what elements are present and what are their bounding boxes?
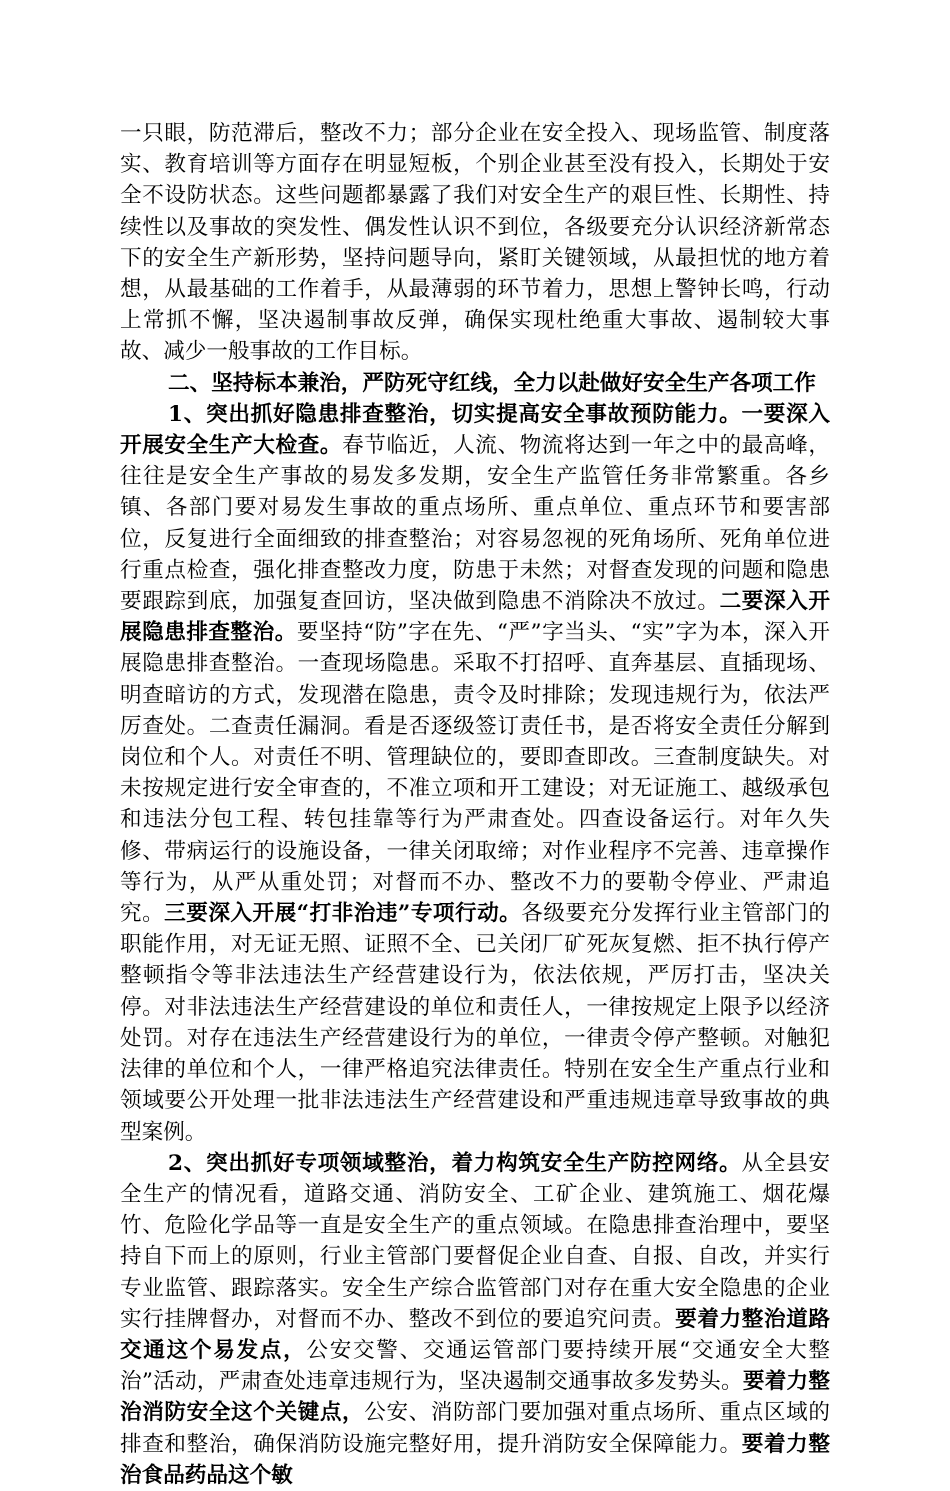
bold-lead-text: 要着力整治消防安全这个关键点， <box>120 1369 830 1426</box>
bold-lead-text: 1、突出抓好隐患排查整治，切实提高安全事故预防能力。一要深入开展安全生产大检查。 <box>120 401 830 459</box>
paragraph-special-fields <box>120 1148 830 1491</box>
bold-lead-text: 三要深入开展“打非治违”专项行动。 <box>164 901 522 927</box>
paragraph-hazard-inspection <box>120 399 830 1148</box>
paragraph-text: 各级要充分发挥行业主管部门的职能作用，对无证无照、证照不全、已关闭厂矿死灰复燃、拒不执行停产整顿指令等非法违法生产经营建设行为，依法依规，严厉打击，坚决关停。对非法违法生产经营建设的单位和责任人，一律按规定上限予以经济处罚。对存在违法生产经营建设行为的单位，一律责令停产整顿。对触犯法律的单位和个人，一律严格追究法律责任。特别在安全生产重点行业和领域要公开处理一批非法违法生产经营建设和严重违规违章导致事故的典型案例。 <box>120 901 830 1145</box>
paragraph-intro-continued <box>120 118 830 368</box>
paragraph-text: 一只眼，防范滞后，整改不力；部分企业在安全投入、现场监管、制度落实、教育培训等方面存在明显短板，个别企业甚至没有投入，长期处于安全不设防状态。这些问题都暴露了我们对安全生产的艰巨性、长期性、持续性以及事故的突发性、偶发性认识不到位，各级要充分认识经济新常态下的安全生产新形势，坚持问题导向，紧盯关键领域，从最担忧的地方着想，从最基础的工作着手，从最薄弱的环节着力，思想上警钟长鸣，行动上常抓不懈，坚决遏制事故反弹，确保实现杜绝重大事故、遏制较大事故、减少一般事故的工作目标。 <box>120 121 830 365</box>
heading-text: 二、坚持标本兼治，严防死守红线，全力以赴做好安全生产各项工作 <box>168 370 816 396</box>
bold-lead-text: 二要深入开展隐患排查整治。 <box>120 589 830 646</box>
bold-lead-text: 要着力整治道路交通这个易发点， <box>120 1306 830 1363</box>
section-heading-2 <box>120 368 830 399</box>
bold-lead-text: 要着力整治食品药品这个敏 <box>120 1431 830 1488</box>
paragraph-text: 要坚持“防”字在先、“严”字当头、“实”字为本，深入开展隐患排查整治。一查现场隐患。采取不打招呼、直奔基层、直插现场、明查暗访的方式，发现潜在隐患，责令及时排除；发现违规行为，依法严厉查处。二查责任漏洞。看是否逐级签订责任书，是否将安全责任分解到岗位和个人。对责任不明、管理缺位的，要即查即改。三查制度缺失。对未按规定进行安全审查的，不准立项和开工建设；对无证施工、越级承包和违法分包工程、转包挂靠等行为严肃查处。四查设备运行。对年久失修、带病运行的设施设备，一律关闭取缔；对作业程序不完善、违章操作等行为，从严从重处罚；对督而不办、整改不力的要勒令停业、严肃追究。 <box>120 620 830 927</box>
paragraph-text: 春节临近，人流、物流将达到一年之中的最高峰，往往是安全生产事故的易发多发期，安全生产监管任务非常繁重。各乡镇、各部门要对易发生事故的重点场所、重点单位、重点环节和要害部位，反复进行全面细致的排查整治；对容易忽视的死角场所、死角单位进行重点检查，强化排查整改力度，防患于未然；对督查发现的问题和隐患要跟踪到底，加强复查回访，坚决做到隐患不消除决不放过。 <box>120 433 830 615</box>
paragraph-text: 公安、消防部门要加强对重点场所、重点区域的排查和整治，确保消防设施完整好用，提升消防安全保障能力。 <box>120 1400 830 1457</box>
bold-lead-text: 2、突出抓好专项领域整治，着力构筑安全生产防控网络。 <box>168 1150 742 1176</box>
document-page <box>120 118 830 1491</box>
paragraph-text: 从全县安全生产的情况看，道路交通、消防安全、工矿企业、建筑施工、烟花爆竹、危险化学品等一直是安全生产的重点领域。在隐患排查治理中，要坚持自下而上的原则，行业主管部门要督促企业自查、自报、自改，并实行专业监管、跟踪落实。安全生产综合监管部门对存在重大安全隐患的企业实行挂牌督办，对督而不办、整改不到位的要追究问责。 <box>120 1150 830 1332</box>
paragraph-text: 公安交警、交通运管部门要持续开展“交通安全大整治”活动，严肃查处违章违规行为，坚决遏制交通事故多发势头。 <box>120 1337 830 1395</box>
